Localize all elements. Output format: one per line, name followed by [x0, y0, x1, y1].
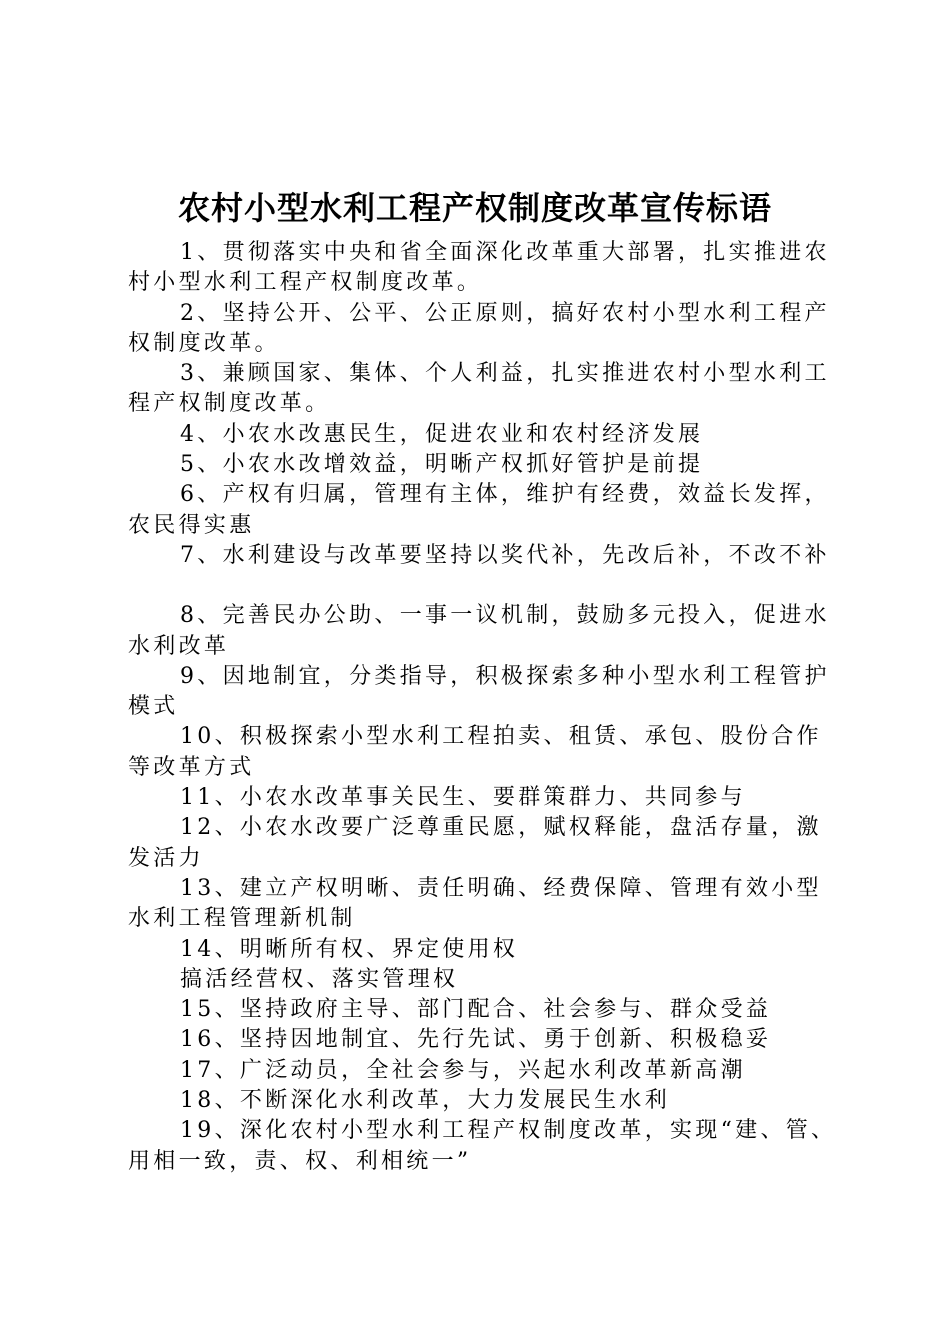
slogan-item: 8、完善民办公助、一事一议机制，鼓励多元投入，促进水水利改革: [128, 603, 830, 659]
slogan-list: [128, 238, 840, 1177]
slogan-item: 6、产权有归属，管理有主体，维护有经费，效益长发挥，农民得实惠: [128, 482, 830, 538]
slogan-item: 15、坚持政府主导、部门配合、社会参与、群众受益: [180, 997, 772, 1023]
slogan-item: 搞活经营权、落实管理权: [180, 966, 459, 992]
slogan-item: 14、明晰所有权、界定使用权: [180, 936, 519, 962]
slogan-item: 3、兼顾国家、集体、个人利益，扎实推进农村小型水利工程产权制度改革。: [128, 361, 830, 417]
slogan-item: 5、小农水改增效益，明晰产权抓好管护是前提: [180, 452, 704, 478]
slogan-item: 2、坚持公开、公平、公正原则，搞好农村小型水利工程产权制度改革。: [128, 300, 830, 356]
slogan-item: 17、广泛动员，全社会参与，兴起水利改革新高潮: [180, 1057, 746, 1083]
slogan-item: 1、贯彻落实中央和省全面深化改革重大部署，扎实推进农村小型水利工程产权制度改革。: [128, 240, 830, 296]
slogan-item: 16、坚持因地制宜、先行先试、勇于创新、积极稳妥: [180, 1027, 772, 1053]
slogan-item: 10、积极探索小型水利工程拍卖、租赁、承包、股份合作等改革方式: [128, 724, 822, 780]
slogan-item: 18、不断深化水利改革，大力发展民生水利: [180, 1088, 670, 1114]
slogan-item: 11、小农水改革事关民生、要群策群力、共同参与: [180, 785, 746, 811]
slogan-item: 19、深化农村小型水利工程产权制度改革，实现“建、管、用相一致，责、权、利相统一”: [128, 1118, 837, 1174]
slogan-item: 13、建立产权明晰、责任明确、经费保障、管理有效小型水利工程管理新机制: [128, 875, 822, 932]
slogan-item: 12、小农水改要广泛尊重民愿，赋权释能，盘活存量，激发活力: [128, 815, 822, 871]
slogan-item: 9、因地制宜，分类指导，积极探索多种小型水利工程管护模式: [128, 663, 830, 720]
document-title: 农村小型水利工程产权制度改革宣传标语: [177, 189, 772, 227]
slogan-item: 4、小农水改惠民生，促进农业和农村经济发展: [180, 421, 704, 447]
slogan-item: 7、水利建设与改革要坚持以奖代补，先改后补，不改不补: [180, 542, 830, 568]
